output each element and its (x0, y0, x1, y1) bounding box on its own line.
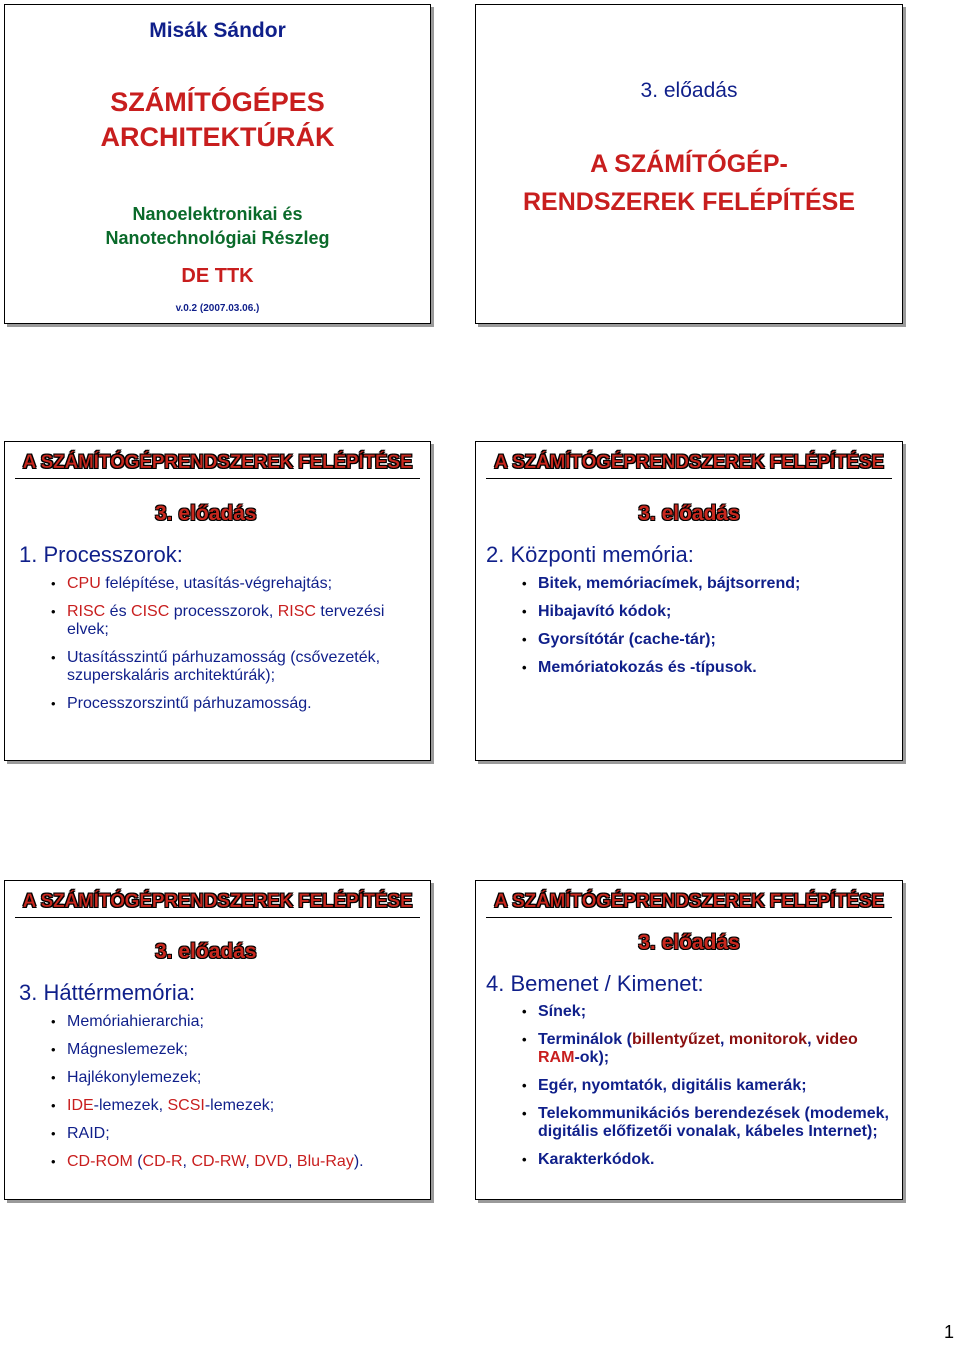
lecture-number: 3. előadás (155, 502, 257, 525)
bullet-text: RISC (67, 603, 106, 620)
bullet-list (51, 575, 421, 723)
page-number: 1 (943, 1322, 954, 1342)
bullet-text: , (288, 1153, 297, 1170)
bullet-text: Egér, nyomtatók, digitális kamerák; (538, 1077, 807, 1094)
bullet-item (522, 1105, 892, 1141)
bullet-text: Terminálok ( (538, 1031, 632, 1048)
section-title: 2. Központi memória: (486, 542, 694, 567)
bullet-text: RISC (277, 603, 316, 620)
bullet-text: , (719, 1031, 729, 1048)
version: v.0.2 (2007.03.06.) (175, 303, 260, 314)
bullet-text: CD-ROM (67, 1153, 133, 1170)
department-line1: Nanoelektronikai és (132, 204, 303, 224)
bullet-text: Sínek; (538, 1003, 587, 1020)
bullet-item (51, 1097, 421, 1115)
bullet-text: video (815, 1031, 858, 1048)
bullet-text: és (105, 603, 132, 620)
bullet-text: Hajlékonylemezek; (67, 1069, 202, 1086)
bullet-text: Hibajavító kódok; (538, 603, 672, 620)
bullet-text: CPU (67, 575, 101, 592)
bullet-text: RAID; (67, 1125, 110, 1142)
bullet-text: IDE (67, 1097, 94, 1114)
bullet-text: Processzorszintű párhuzamosság. (67, 695, 312, 712)
storage-slide (4, 880, 431, 1200)
bullet-text: Karakterkódok. (538, 1151, 655, 1168)
author-name: Misák Sándor (149, 19, 286, 42)
bullet-text: Gyorsítótár (cache-tár); (538, 631, 716, 648)
bullet-item (522, 659, 892, 677)
bullet-item (522, 603, 892, 621)
department (5, 202, 430, 250)
lecture-number: 3. előadás (155, 940, 257, 963)
bullet-item (522, 575, 892, 593)
bullet-text: DVD (254, 1153, 289, 1170)
io-slide (475, 880, 903, 1200)
processors-slide (4, 441, 431, 761)
bullet-text: Utasításszintű párhuzamosság (csővezeték, szuperskaláris architektúrák); (67, 649, 381, 684)
bullet-text: Telekommunikációs berendezések (modemek, digitális előfizetői vonalak, kábeles Internet); (538, 1105, 889, 1140)
lecture-number: 3. előadás (638, 502, 740, 525)
bullet-text: felépítése, utasítás-végrehajtás; (100, 575, 333, 592)
bullet-item (51, 1125, 421, 1143)
cover-title-line2: RENDSZEREK FELÉPÍTÉSE (523, 188, 855, 216)
bullet-text: Mágneslemezek; (67, 1041, 188, 1058)
bullet-text: CD-R (142, 1153, 183, 1170)
bullet-text: Memóriahierarchia; (67, 1013, 204, 1030)
cover-slide (475, 4, 903, 324)
bullet-text: Memóriatokozás és -típusok. (538, 659, 757, 676)
slide-header: A SZÁMÍTÓGÉPRENDSZEREK FELÉPÍTÉSE (486, 452, 892, 479)
bullet-text: -lemezek, (93, 1097, 168, 1114)
title-slide (4, 4, 431, 324)
bullet-text: monitorok (728, 1031, 808, 1048)
cover-lecture-number: 3. előadás (640, 79, 738, 102)
bullet-item (522, 1077, 892, 1095)
bullet-text: , (182, 1153, 192, 1170)
bullet-text: SCSI (167, 1097, 205, 1114)
bullet-text: Blu-Ray (296, 1153, 354, 1170)
memory-slide (475, 441, 903, 761)
bullet-list (522, 1003, 892, 1179)
department-line2: Nanotechnológiai Részleg (105, 228, 330, 248)
bullet-text: CD-RW (191, 1153, 246, 1170)
section-title: 4. Bemenet / Kimenet: (486, 971, 704, 996)
bullet-text: -ok); (574, 1049, 610, 1066)
bullet-text: RAM (538, 1049, 575, 1066)
bullet-item (51, 1041, 421, 1059)
bullet-list (522, 575, 892, 687)
bullet-item (51, 1153, 421, 1171)
bullet-item (522, 1003, 892, 1021)
bullet-text: ( (132, 1153, 143, 1170)
bullet-text: , (245, 1153, 255, 1170)
bullet-item (51, 603, 421, 639)
bullet-item (51, 649, 421, 685)
cover-title (476, 145, 902, 221)
bullet-text: CISC (131, 603, 170, 620)
bullet-text: , (807, 1031, 816, 1048)
bullet-item (51, 575, 421, 593)
bullet-item (522, 631, 892, 649)
institution: DE TTK (181, 265, 254, 287)
bullet-item (51, 1069, 421, 1087)
slide-header: A SZÁMÍTÓGÉPRENDSZEREK FELÉPÍTÉSE (486, 891, 892, 918)
bullet-item (51, 1013, 421, 1031)
slide-header: A SZÁMÍTÓGÉPRENDSZEREK FELÉPÍTÉSE (15, 452, 420, 479)
slide-header: A SZÁMÍTÓGÉPRENDSZEREK FELÉPÍTÉSE (15, 891, 420, 918)
bullet-text: billentyűzet (631, 1031, 720, 1048)
section-title: 1. Processzorok: (19, 542, 183, 567)
bullet-list (51, 1013, 421, 1181)
bullet-item (522, 1151, 892, 1169)
bullet-item (522, 1031, 892, 1067)
course-title-line2: ARCHITEKTÚRÁK (100, 122, 335, 152)
cover-title-line1: A SZÁMÍTÓGÉP- (590, 150, 788, 178)
bullet-text: Bitek, memóriacímek, bájtsorrend; (538, 575, 801, 592)
bullet-text: -lemezek; (204, 1097, 275, 1114)
bullet-item (51, 695, 421, 713)
section-title: 3. Háttérmemória: (19, 980, 196, 1005)
bullet-text: processzorok, (169, 603, 278, 620)
bullet-text: tervezési elvek; (67, 603, 385, 638)
bullet-text: ). (353, 1153, 364, 1170)
course-title-line1: SZÁMÍTÓGÉPES (110, 87, 325, 117)
course-title (5, 85, 430, 155)
lecture-number: 3. előadás (638, 931, 740, 954)
